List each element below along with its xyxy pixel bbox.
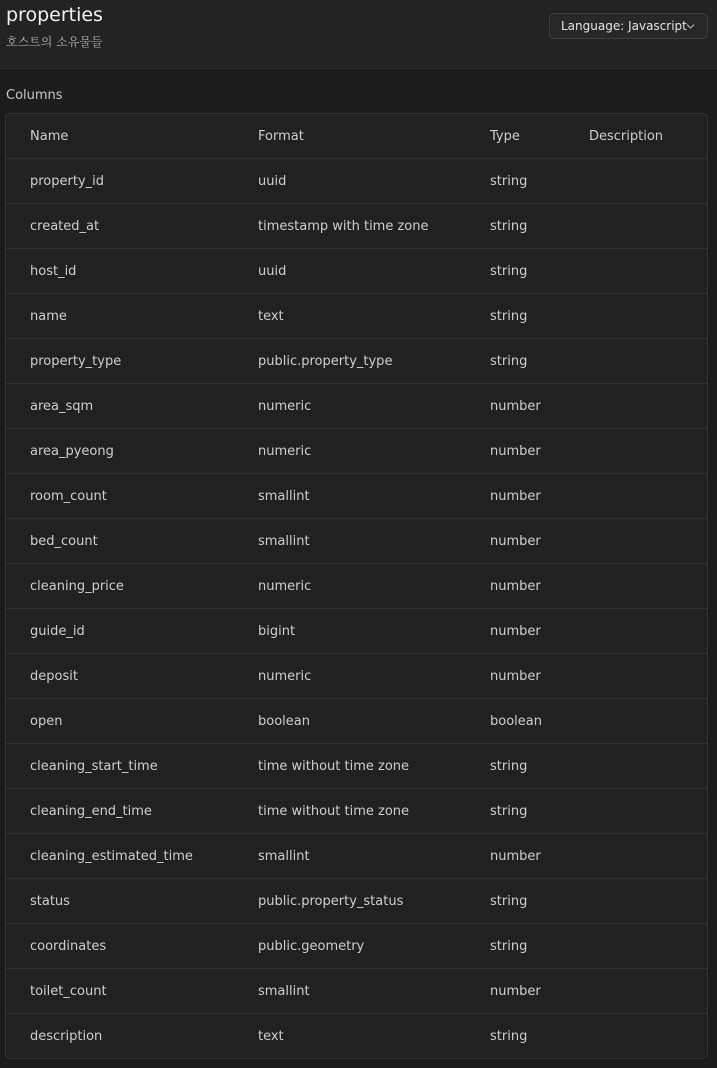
columns-table	[5, 113, 708, 1059]
cell-format: numeric	[258, 669, 312, 684]
cell-name: coordinates	[30, 939, 107, 954]
table-row	[6, 924, 707, 969]
cell-format: smallint	[258, 849, 310, 864]
cell-format: uuid	[258, 264, 287, 279]
cell-name: name	[30, 309, 67, 324]
cell-format: numeric	[258, 579, 312, 594]
cell-name: cleaning_price	[30, 579, 124, 594]
table-row	[6, 204, 707, 249]
cell-type: string	[490, 219, 528, 234]
cell-type: string	[490, 894, 528, 909]
cell-name: guide_id	[30, 624, 85, 639]
table-row	[6, 699, 707, 744]
chevron-down-icon	[686, 22, 695, 31]
cell-name: cleaning_end_time	[30, 804, 152, 819]
cell-format: bigint	[258, 624, 296, 639]
table-row	[6, 834, 707, 879]
column-header-name: Name	[30, 129, 69, 144]
table-row	[6, 789, 707, 834]
table-row	[6, 159, 707, 204]
page-title: properties	[6, 4, 103, 26]
table-row	[6, 1014, 707, 1059]
table-row	[6, 609, 707, 654]
cell-name: property_id	[30, 174, 105, 189]
cell-format: numeric	[258, 399, 312, 414]
cell-format: boolean	[258, 714, 310, 729]
table-row	[6, 339, 707, 384]
cell-name: property_type	[30, 354, 122, 369]
cell-format: time without time zone	[258, 759, 410, 774]
cell-name: cleaning_estimated_time	[30, 849, 193, 864]
cell-type: boolean	[490, 714, 542, 729]
table-row	[6, 249, 707, 294]
cell-name: toilet_count	[30, 984, 107, 999]
cell-type: number	[490, 579, 541, 594]
cell-type: string	[490, 1029, 528, 1044]
page-subtitle: 호스트의 소유물들	[6, 35, 103, 49]
table-row	[6, 564, 707, 609]
cell-format: text	[258, 309, 284, 324]
cell-name: host_id	[30, 264, 77, 279]
column-header-type: Type	[490, 129, 520, 144]
cell-name: status	[30, 894, 70, 909]
cell-format: uuid	[258, 174, 287, 189]
cell-name: area_sqm	[30, 399, 94, 414]
cell-type: string	[490, 804, 528, 819]
cell-format: smallint	[258, 534, 310, 549]
table-row	[6, 384, 707, 429]
cell-type: number	[490, 444, 541, 459]
cell-format: smallint	[258, 489, 310, 504]
table-body	[6, 159, 707, 1059]
table-row	[6, 654, 707, 699]
cell-type: string	[490, 309, 528, 324]
table-row	[6, 474, 707, 519]
columns-section-label: Columns	[6, 88, 63, 103]
cell-type: string	[490, 174, 528, 189]
table-row	[6, 744, 707, 789]
cell-name: description	[30, 1029, 103, 1044]
cell-type: number	[490, 534, 541, 549]
cell-type: number	[490, 489, 541, 504]
cell-name: cleaning_start_time	[30, 759, 158, 774]
table-row	[6, 879, 707, 924]
cell-type: number	[490, 399, 541, 414]
cell-name: area_pyeong	[30, 444, 114, 459]
cell-format: numeric	[258, 444, 312, 459]
cell-type: number	[490, 984, 541, 999]
table-row	[6, 294, 707, 339]
column-header-format: Format	[258, 129, 304, 144]
cell-format: smallint	[258, 984, 310, 999]
cell-type: string	[490, 939, 528, 954]
cell-name: deposit	[30, 669, 78, 684]
cell-type: number	[490, 849, 541, 864]
cell-format: time without time zone	[258, 804, 410, 819]
table-row	[6, 519, 707, 564]
cell-format: public.property_type	[258, 354, 393, 369]
cell-name: open	[30, 714, 63, 729]
cell-type: number	[490, 669, 541, 684]
cell-format: timestamp with time zone	[258, 219, 429, 234]
cell-type: number	[490, 624, 541, 639]
table-row	[6, 969, 707, 1014]
table-header-row	[6, 114, 707, 159]
page-header	[0, 0, 717, 69]
language-select-label: Language: Javascript	[561, 19, 687, 33]
cell-name: bed_count	[30, 534, 98, 549]
cell-type: string	[490, 264, 528, 279]
cell-format: public.geometry	[258, 939, 365, 954]
cell-type: string	[490, 759, 528, 774]
language-select[interactable]	[549, 13, 708, 39]
cell-name: room_count	[30, 489, 107, 504]
cell-format: public.property_status	[258, 894, 404, 909]
table-row	[6, 429, 707, 474]
cell-type: string	[490, 354, 528, 369]
cell-name: created_at	[30, 219, 100, 234]
cell-format: text	[258, 1029, 284, 1044]
column-header-description: Description	[589, 129, 664, 144]
